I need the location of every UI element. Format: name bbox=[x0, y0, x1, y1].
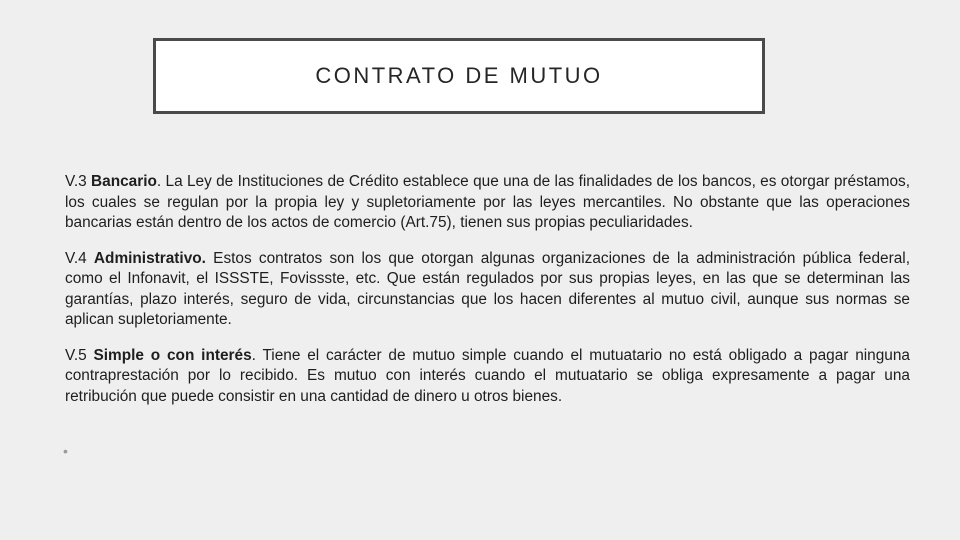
body-text bbox=[65, 172, 910, 422]
paragraph-term: Administrativo. bbox=[93, 249, 206, 267]
title-box bbox=[153, 38, 765, 114]
paragraph-prefix: V.3 bbox=[65, 173, 92, 190]
paragraph-text: . Tiene el carácter de mutuo simple cuando el mutuatario no está obligado a pagar ninguna contraprestación por lo recibido. Es mutuo con interés cuando el mutuatario se obliga expresamente a pagar una retribución que puede consistir en una cantidad de dinero u otros bienes. bbox=[65, 346, 910, 405]
paragraph-text: . La Ley de Instituciones de Crédito establece que una de las finalidades de los bancos, es otorgar préstamos, los cuales se regulan por la propia ley y supletoriamente por las leyes mercantiles. No obstante que las operaciones bancarias están dentro de los actos de comercio (Art.75), tienen sus propias peculiaridades. bbox=[65, 173, 911, 231]
paragraph-administrativo bbox=[65, 249, 910, 331]
paragraph-text: Estos contratos son los que otorgan algunas organizaciones de la administración pública federal, como el Infonavit, el ISSSTE, Fovissste, etc. Que están regulados por sus propias leyes, en las que se determinan las garantías, plazo interés, seguro de vida, circunstancias que los hacen diferentes al mutuo civil, aunque sus normas se aplican supletoriamente. bbox=[65, 249, 910, 328]
paragraph-term: Simple o con interés bbox=[93, 346, 252, 364]
paragraph-prefix: V.5 bbox=[65, 346, 94, 364]
slide-title: CONTRATO DE MUTUO bbox=[315, 63, 603, 88]
paragraph-term: Bancario bbox=[91, 173, 157, 190]
paragraph-simple-interes bbox=[65, 346, 910, 408]
paragraph-bancario bbox=[65, 172, 910, 234]
empty-bullet: • bbox=[63, 443, 68, 459]
paragraph-prefix: V.4 bbox=[65, 249, 94, 267]
